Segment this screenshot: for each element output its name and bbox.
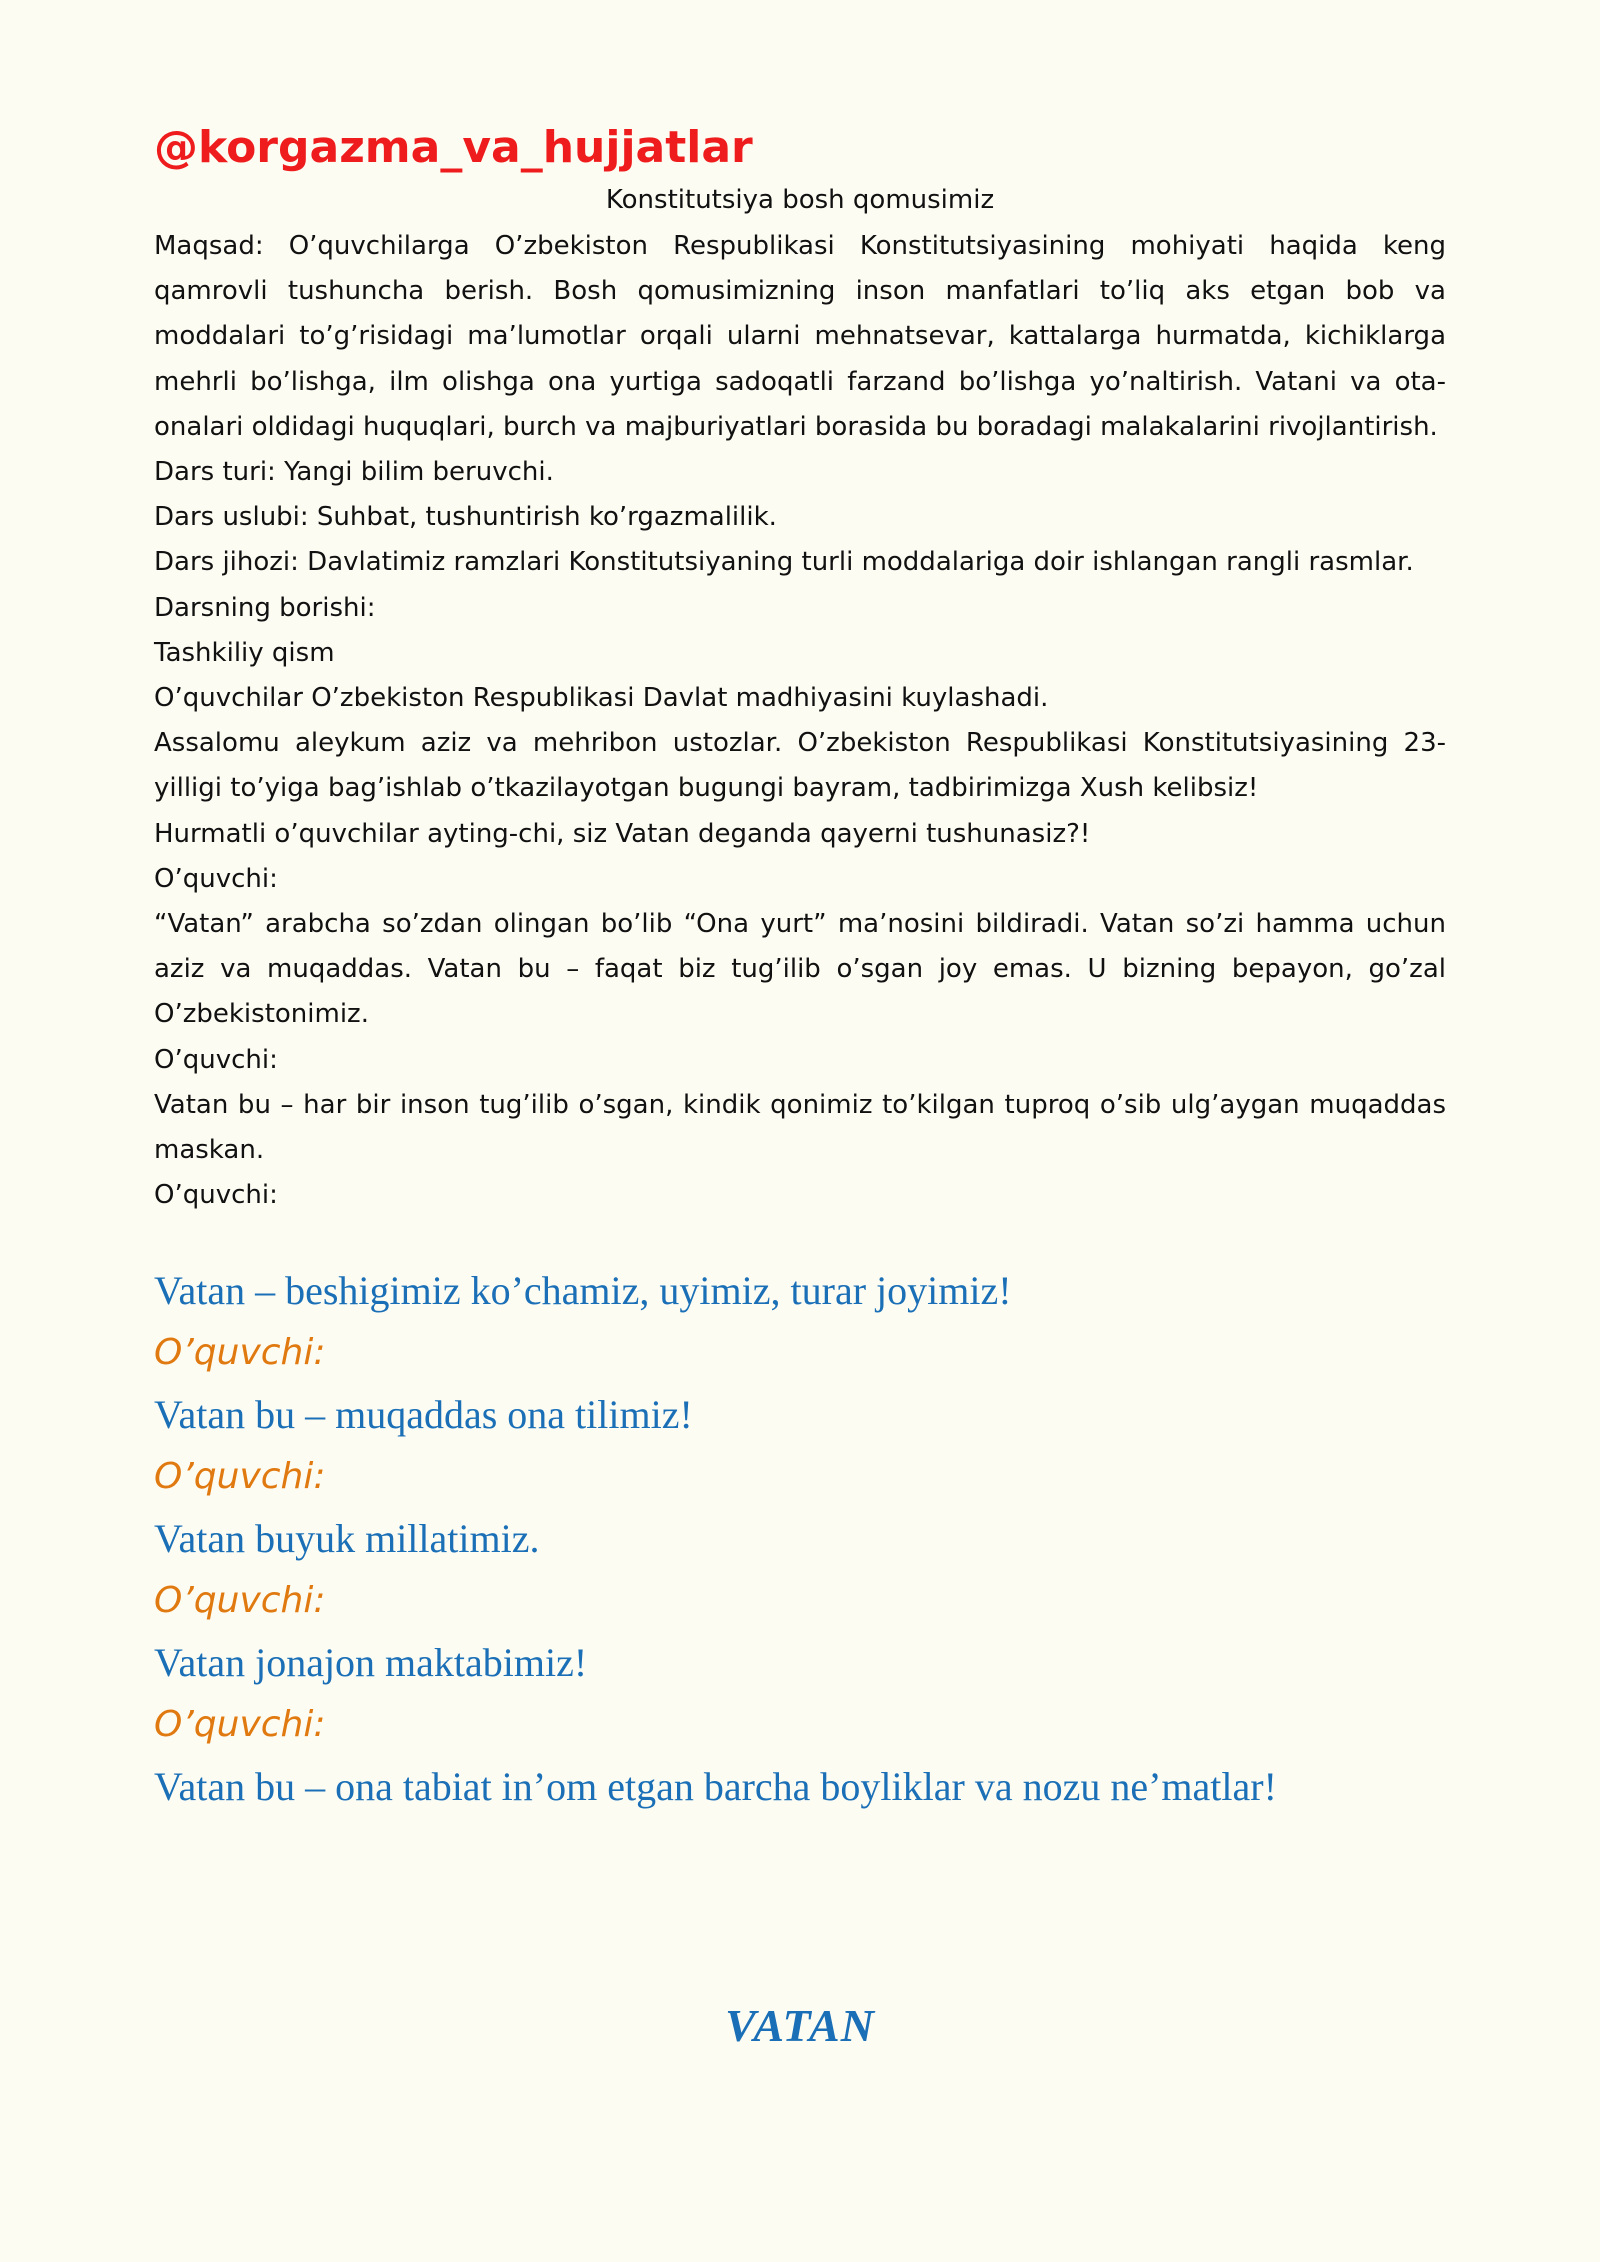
poem-line: Vatan bu – muqaddas ona tilimiz! xyxy=(154,1392,693,1437)
poem-speaker: O’quvchi: xyxy=(154,1580,326,1621)
paragraph-darsning-borishi: Darsning borishi: xyxy=(154,592,376,623)
channel-handle: @korgazma_va_hujjatlar xyxy=(154,122,753,173)
poem-section xyxy=(154,1260,1446,1818)
document-title: Konstitutsiya bosh qomusimiz xyxy=(605,185,995,215)
paragraph-maqsad: Maqsad: O’quvchilarga O’zbekiston Respublikasi Konstitutsiyasining mohiyati haqida keng qamrovli tushuncha berish. Bosh qomusimizning inson manfatlari to’liq aks etgan bob va moddalari to’g’risidagi ma’lumotlar orqali ularni mehnatsevar, kattalarga hurmatda, kichiklarga mehrli bo’lishga, ilm olishga ona yurtiga sadoqatli farzand bo’lishga yo’naltirish. Vatani va ota-onalari oldidagi huquqlari, burch va majburiyatlari borasida bu boradagi malakalarini rivojlantirish. xyxy=(154,231,1446,442)
poem-speaker: O’quvchi: xyxy=(154,1332,326,1373)
poem-line: Vatan – beshigimiz ko’chamiz, uyimiz, turar joyimiz! xyxy=(154,1268,1012,1313)
paragraph-madhiya: O’quvchilar O’zbekiston Respublikasi Davlat madhiyasini kuylashadi. xyxy=(154,683,1049,714)
paragraph-tashkiliy: Tashkiliy qism xyxy=(154,637,335,668)
paragraph-dars-turi: Dars turi: Yangi bilim beruvchi. xyxy=(154,457,554,488)
paragraph-dars-uslubi: Dars uslubi: Suhbat, tushuntirish ko’rgazmalilik. xyxy=(154,502,777,533)
footer-heading: VATAN xyxy=(725,2000,875,2051)
poem-speaker: O’quvchi: xyxy=(154,1704,326,1745)
speaker-label: O’quvchi: xyxy=(154,1180,278,1211)
poem-line: Vatan buyuk millatimiz. xyxy=(154,1516,540,1561)
speaker-label: O’quvchi: xyxy=(154,1044,278,1075)
speaker-label: O’quvchi: xyxy=(154,863,278,894)
paragraph-dars-jihozi: Dars jihozi: Davlatimiz ramzlari Konstitutsiyaning turli moddalariga doir ishlangan rangli rasmlar. xyxy=(154,547,1414,578)
poem-line: Vatan jonajon maktabimiz! xyxy=(154,1640,588,1685)
poem-line: Vatan bu – ona tabiat in’om etgan barcha boyliklar va nozu ne’matlar! xyxy=(154,1764,1277,1809)
paragraph-vatan-har-bir: Vatan bu – har bir inson tug’ilib o’sgan, kindik qonimiz to’kilgan tuproq o’sib ulg’aygan muqaddas maskan. xyxy=(154,1089,1446,1166)
paragraph-vatan-arabcha: “Vatan” arabcha so’zdan olingan bo’lib “Ona yurt” ma’nosini bildiradi. Vatan so’zi hamma uchun aziz va muqaddas. Vatan bu – faqat biz tug’ilib o’sgan joy emas. U bizning bepayon, go’zal O’zbekistonimiz. xyxy=(154,909,1446,1030)
paragraph-assalomu: Assalomu aleykum aziz va mehribon ustozlar. O’zbekiston Respublikasi Konstitutsiyasining 23-yilligi to’yiga bag’ishlab o’tkazilayotgan bugungi bayram, tadbirimizga Xush kelibsiz! xyxy=(154,728,1446,804)
poem-speaker: O’quvchi: xyxy=(154,1456,326,1497)
document-body xyxy=(154,224,1446,1218)
paragraph-hurmatli: Hurmatli o’quvchilar ayting-chi, siz Vatan deganda qayerni tushunasiz?! xyxy=(154,818,1091,849)
